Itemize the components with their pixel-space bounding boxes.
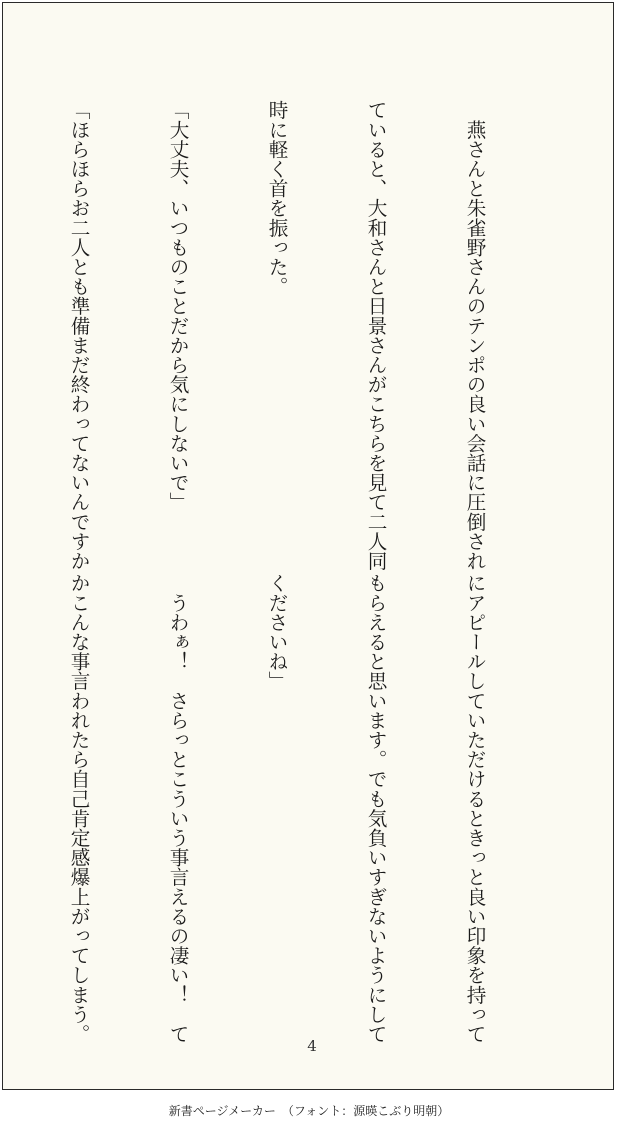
text-block-top [0, 100, 557, 571]
page-number: 4 [307, 1037, 317, 1055]
text-line: うわぁ！ さらっとこういう事言えるの凄い！ て [166, 573, 189, 1044]
text-line: くださいね」 [265, 573, 288, 691]
text-line: かこんな事言われたら自己肯定感爆上がってしまう。 [67, 573, 90, 1044]
text-line: 「大丈夫、いつものことだから気にしないで」 [166, 100, 189, 512]
text-line: ていると、大和さんと日景さんがこちらを見て二人同 [364, 100, 387, 571]
text-line: 燕さんと朱雀野さんのテンポの良い会話に圧倒され [463, 100, 486, 571]
text-block-bottom [0, 573, 557, 1044]
page-frame [2, 2, 614, 1090]
footer-caption: 新書ページメーカー （フォント：源暎こぶり明朝） [168, 1104, 450, 1118]
text-line: 時に軽く首を振った。 [265, 100, 288, 296]
text-line: 「ほらほらお二人とも準備まだ終わってないんですか [67, 100, 90, 571]
text-line: もらえると思います。でも気負いすぎないようにして [364, 573, 387, 1044]
text-line: にアピールしていただけるときっと良い印象を持って [463, 573, 486, 1044]
